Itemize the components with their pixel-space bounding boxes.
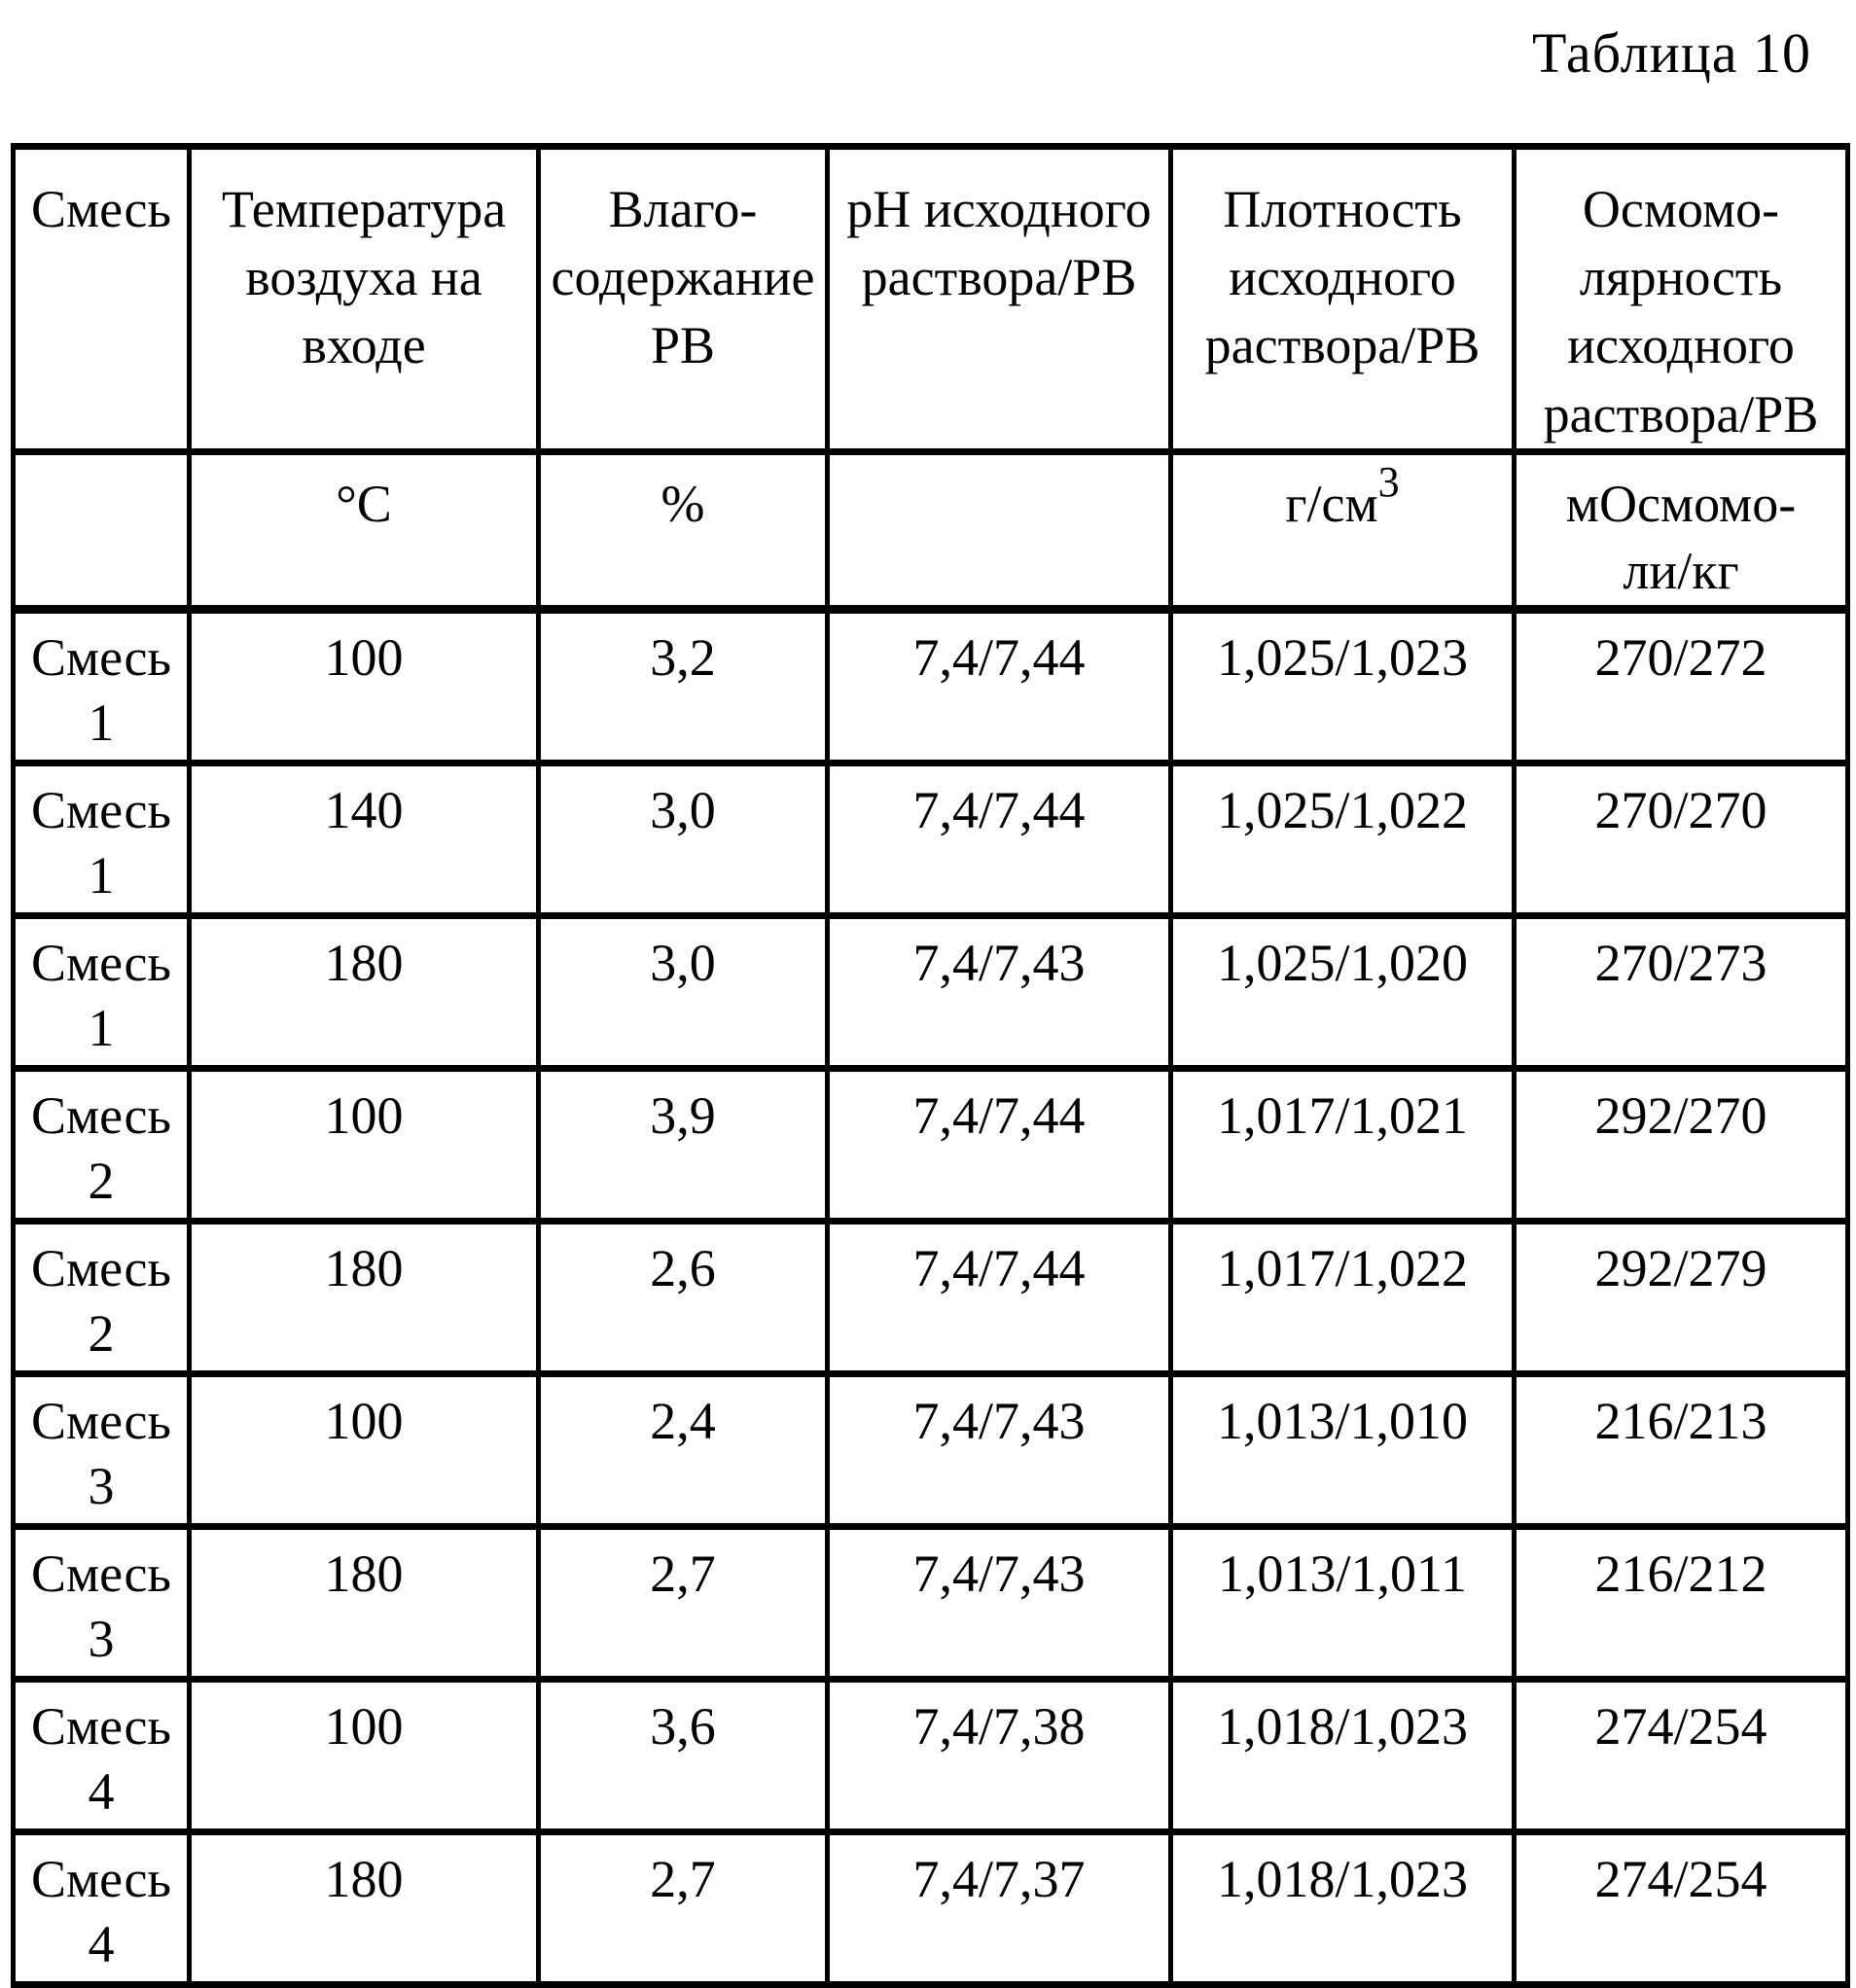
table-cell: 1,025/1,020 <box>1171 915 1515 1068</box>
table-cell: 7,4/7,44 <box>828 1221 1171 1373</box>
density-unit-base: г/см <box>1285 474 1378 533</box>
table-row <box>14 1679 1848 1831</box>
header-cell-moisture-content: Влаго- содержание РВ <box>539 147 828 452</box>
header-cell-ph: pH исходного раствора/РВ <box>828 147 1171 452</box>
table-cell: 7,4/7,44 <box>828 763 1171 915</box>
table-cell: 2,7 <box>539 1526 828 1679</box>
table-cell: 270/272 <box>1515 609 1848 763</box>
header-cell-inlet-air-temperature: Температура воздуха на входе <box>190 147 539 452</box>
table-cell: 2,6 <box>539 1221 828 1373</box>
table-row <box>14 1831 1848 1984</box>
table-cell: 292/279 <box>1515 1221 1848 1373</box>
data-table <box>11 143 1850 1988</box>
unit-cell-moisture: % <box>539 451 828 609</box>
table-cell: Смесь 2 <box>14 1221 190 1373</box>
table-row <box>14 1373 1848 1526</box>
table-cell: Смесь 1 <box>14 609 190 763</box>
density-unit-superscript: 3 <box>1377 457 1400 506</box>
table-row <box>14 1068 1848 1221</box>
table-row <box>14 1221 1848 1373</box>
table-cell: 7,4/7,43 <box>828 1373 1171 1526</box>
table-cell: 274/254 <box>1515 1831 1848 1984</box>
unit-cell-ph <box>828 451 1171 609</box>
header-row <box>14 147 1848 452</box>
table-cell: 140 <box>190 763 539 915</box>
table-cell: 7,4/7,38 <box>828 1679 1171 1831</box>
table-cell: 1,018/1,023 <box>1171 1831 1515 1984</box>
table-cell: 7,4/7,44 <box>828 1068 1171 1221</box>
table-cell: Смесь 4 <box>14 1679 190 1831</box>
table-cell: 274/254 <box>1515 1679 1848 1831</box>
header-cell-density: Плотность исходного раствора/РВ <box>1171 147 1515 452</box>
table-cell: 1,018/1,023 <box>1171 1679 1515 1831</box>
table-cell: 1,025/1,023 <box>1171 609 1515 763</box>
table-row <box>14 763 1848 915</box>
table-cell: 270/270 <box>1515 763 1848 915</box>
table-cell: 2,7 <box>539 1831 828 1984</box>
table-cell: Смесь 1 <box>14 915 190 1068</box>
table-cell: Смесь 1 <box>14 763 190 915</box>
table-cell: 180 <box>190 915 539 1068</box>
header-cell-osmolarity: Осмомо- лярность исходного раствора/РВ <box>1515 147 1848 452</box>
table-row <box>14 915 1848 1068</box>
table-cell: 270/273 <box>1515 915 1848 1068</box>
table-cell: 3,6 <box>539 1679 828 1831</box>
table-cell: 100 <box>190 1373 539 1526</box>
table-cell: 100 <box>190 609 539 763</box>
table-cell: Смесь 2 <box>14 1068 190 1221</box>
table-cell: 7,4/7,37 <box>828 1831 1171 1984</box>
header-cell-mixture: Смесь <box>14 147 190 452</box>
table-cell: 1,013/1,010 <box>1171 1373 1515 1526</box>
table-cell: 7,4/7,43 <box>828 1526 1171 1679</box>
table-cell: Смесь 3 <box>14 1373 190 1526</box>
table-cell: 7,4/7,44 <box>828 609 1171 763</box>
table-cell: 216/212 <box>1515 1526 1848 1679</box>
unit-cell-mixture <box>14 451 190 609</box>
table-cell: 292/270 <box>1515 1068 1848 1221</box>
unit-cell-osmolarity: мОсмомо- ли/кг <box>1515 451 1848 609</box>
table-cell: 180 <box>190 1831 539 1984</box>
table-cell: Смесь 4 <box>14 1831 190 1984</box>
units-row <box>14 451 1848 609</box>
table-cell: 216/213 <box>1515 1373 1848 1526</box>
table-row <box>14 1526 1848 1679</box>
table-cell: 100 <box>190 1068 539 1221</box>
table-cell: 1,017/1,021 <box>1171 1068 1515 1221</box>
unit-cell-temperature: °С <box>190 451 539 609</box>
table-cell: 1,025/1,022 <box>1171 763 1515 915</box>
unit-cell-density <box>1171 451 1515 609</box>
table-cell: 3,0 <box>539 915 828 1068</box>
table-cell: 100 <box>190 1679 539 1831</box>
table-cell: 3,9 <box>539 1068 828 1221</box>
table-row <box>14 609 1848 763</box>
table-cell: 1,017/1,022 <box>1171 1221 1515 1373</box>
table-cell: 180 <box>190 1526 539 1679</box>
table-cell: 3,2 <box>539 609 828 763</box>
table-cell: 3,0 <box>539 763 828 915</box>
table-cell: 2,4 <box>539 1373 828 1526</box>
table-cell: Смесь 3 <box>14 1526 190 1679</box>
table-cell: 1,013/1,011 <box>1171 1526 1515 1679</box>
table-caption: Таблица 10 <box>1531 21 1811 85</box>
table-cell: 7,4/7,43 <box>828 915 1171 1068</box>
table-cell: 180 <box>190 1221 539 1373</box>
